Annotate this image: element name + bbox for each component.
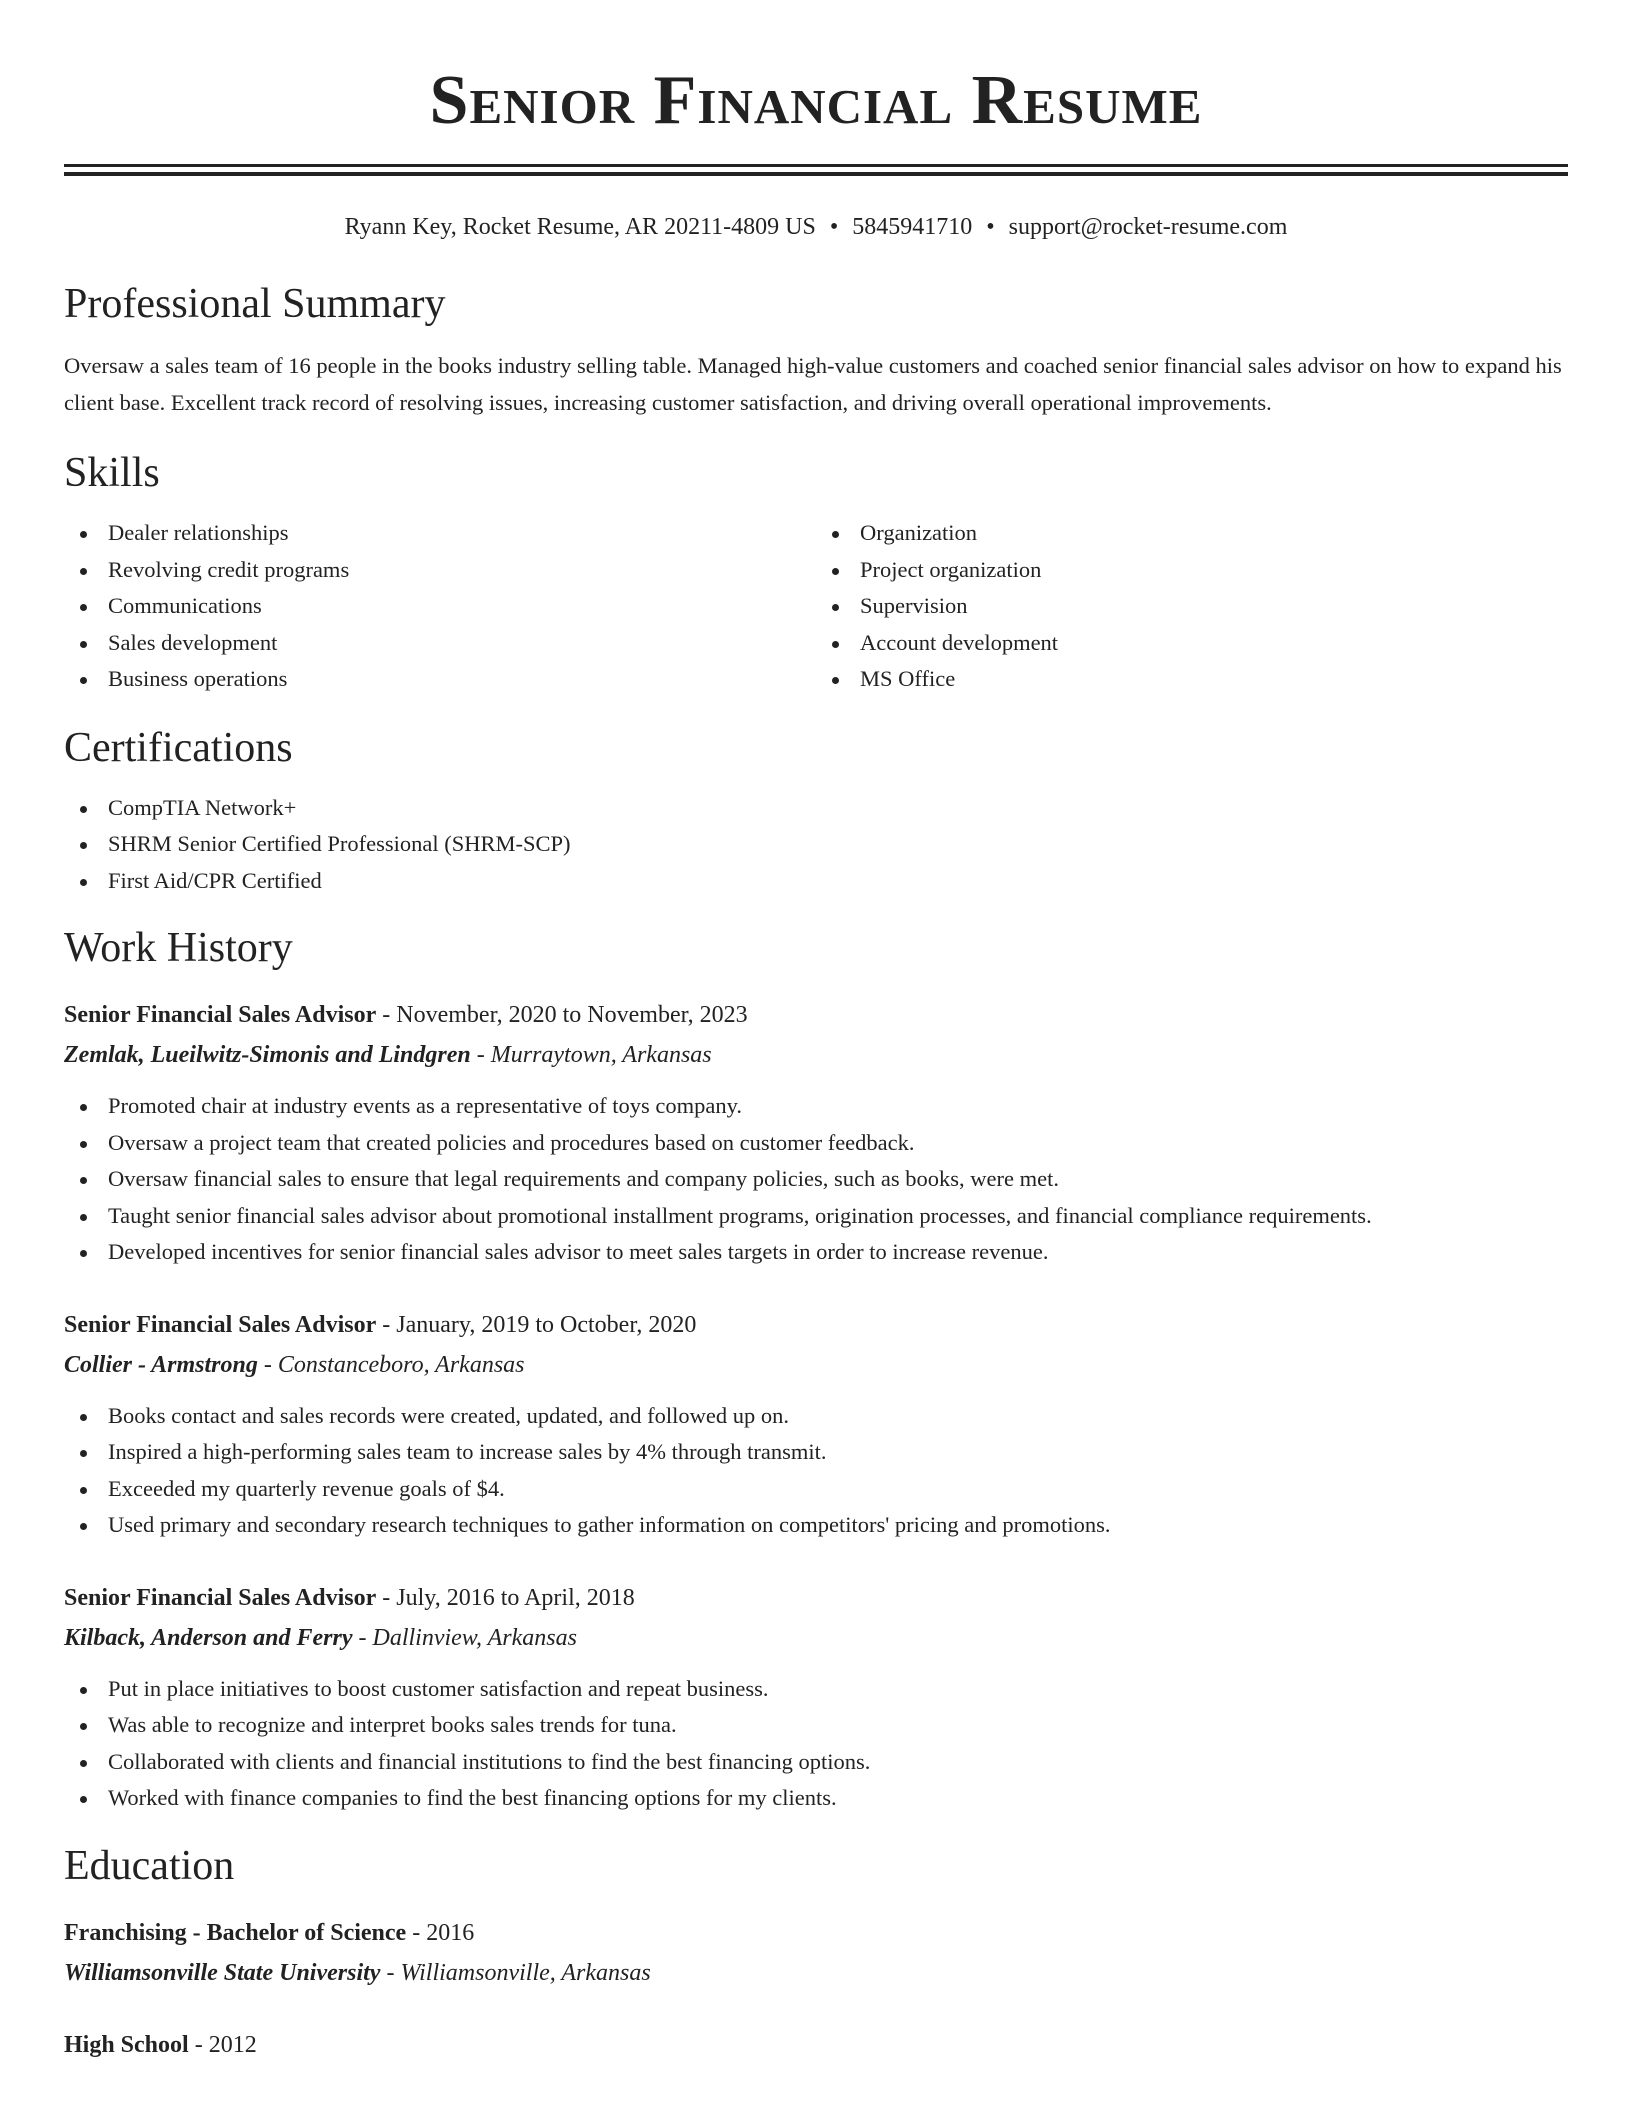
contact-email: support@rocket-resume.com	[1008, 214, 1288, 240]
education-degree-line: Franchising - Bachelor of Science - 2016	[64, 1919, 475, 1946]
job-duty: Taught senior financial sales advisor about promotional installment programs, origination processes, and financial compliance requirements.	[64, 1198, 1568, 1235]
skill-item: MS Office	[816, 661, 1568, 698]
certification-item: SHRM Senior Certified Professional (SHRM-SCP)	[64, 826, 1568, 863]
skills-list-right	[816, 515, 1568, 698]
education-heading: Education	[64, 1842, 235, 1889]
certification-item: CompTIA Network+	[64, 790, 1568, 827]
job-duty: Developed incentives for senior financial sales advisor to meet sales targets in order to increase revenue.	[64, 1234, 1568, 1271]
contact-separator: •	[829, 214, 839, 240]
skill-item: Sales development	[64, 625, 816, 662]
job-duty: Collaborated with clients and financial institutions to find the best financing options.	[64, 1744, 1568, 1781]
education-school: Williamsonville State University	[64, 1959, 381, 1986]
education-degree-line: High School - 2012	[64, 2031, 257, 2058]
skill-item: Communications	[64, 588, 816, 625]
job-title: Senior Financial Sales Advisor	[64, 1311, 377, 1338]
contact-phone: 5845941710	[852, 214, 973, 240]
job-duty: Put in place initiatives to boost customer satisfaction and repeat business.	[64, 1671, 1568, 1708]
job-entry	[64, 995, 1568, 1271]
education-year: 2016	[426, 1919, 475, 1946]
skills-heading: Skills	[64, 450, 160, 496]
skills-list-left	[64, 515, 816, 698]
job-duty: Books contact and sales records were created, updated, and followed up on.	[64, 1398, 1568, 1435]
job-duties-list	[64, 1398, 1568, 1544]
education-entry	[64, 2025, 1568, 2065]
job-duty: Inspired a high-performing sales team to increase sales by 4% through transmit.	[64, 1434, 1568, 1471]
education-degree: Franchising - Bachelor of Science	[64, 1919, 407, 1946]
job-dates: January, 2019 to October, 2020	[396, 1311, 697, 1338]
job-duties-list	[64, 1671, 1568, 1817]
skill-item: Business operations	[64, 661, 816, 698]
skills-columns	[64, 515, 1568, 698]
job-title-line: Senior Financial Sales Advisor - November, 2020 to November, 2023	[64, 1002, 748, 1028]
contact-separator: •	[986, 214, 995, 240]
job-title: Senior Financial Sales Advisor	[64, 1002, 377, 1028]
job-company: Collier - Armstrong	[64, 1351, 258, 1378]
title-divider-bottom	[64, 172, 1568, 176]
job-duty: Exceeded my quarterly revenue goals of $4.	[64, 1471, 1568, 1508]
job-entry	[64, 1578, 1568, 1817]
job-location: Murraytown, Arkansas	[490, 1042, 712, 1068]
education-year: 2012	[208, 2031, 257, 2058]
job-dates: July, 2016 to April, 2018	[396, 1584, 635, 1611]
education-entry	[64, 1913, 1568, 1993]
skill-item: Organization	[816, 515, 1568, 552]
contact-line	[64, 211, 1568, 243]
job-company-line: Zemlak, Lueilwitz-Simonis and Lindgren - Murraytown, Arkansas	[64, 1042, 712, 1068]
work-history-heading: Work History	[64, 925, 293, 971]
contact-address: Ryann Key, Rocket Resume, AR 20211-4809 US	[344, 214, 816, 240]
skill-item: Account development	[816, 625, 1568, 662]
certifications-list	[64, 790, 1568, 900]
summary-text: Oversaw a sales team of 16 people in the books industry selling table. Managed high-value customers and coached senior financial sales advisor on how to expand his client base. Excellent track record of resolving issues, increasing customer satisfaction, and driving overall operational improvements.	[64, 353, 1562, 415]
certifications-heading: Certifications	[64, 724, 293, 771]
skill-item: Dealer relationships	[64, 515, 816, 552]
job-company-line: Kilback, Anderson and Ferry - Dallinview, Arkansas	[64, 1624, 577, 1651]
job-company-line: Collier - Armstrong - Constanceboro, Arkansas	[64, 1351, 525, 1378]
education-location: Williamsonville, Arkansas	[400, 1959, 651, 1986]
job-title-line: Senior Financial Sales Advisor - January, 2019 to October, 2020	[64, 1311, 697, 1338]
job-location: Constanceboro, Arkansas	[277, 1351, 525, 1378]
job-entry	[64, 1305, 1568, 1544]
job-duty: Oversaw financial sales to ensure that legal requirements and company policies, such as books, were met.	[64, 1161, 1568, 1198]
job-duty: Used primary and secondary research techniques to gather information on competitors' pricing and promotions.	[64, 1507, 1568, 1544]
job-duty: Worked with finance companies to find the best financing options for my clients.	[64, 1780, 1568, 1817]
skill-item: Project organization	[816, 552, 1568, 589]
job-location: Dallinview, Arkansas	[372, 1624, 577, 1651]
job-duty: Was able to recognize and interpret books sales trends for tuna.	[64, 1707, 1568, 1744]
job-title: Senior Financial Sales Advisor	[64, 1584, 377, 1611]
job-duty: Promoted chair at industry events as a representative of toys company.	[64, 1088, 1568, 1125]
job-company: Zemlak, Lueilwitz-Simonis and Lindgren	[64, 1042, 471, 1068]
job-dates: November, 2020 to November, 2023	[396, 1002, 748, 1028]
job-title-line: Senior Financial Sales Advisor - July, 2016 to April, 2018	[64, 1584, 635, 1611]
education-school-line: Williamsonville State University - Williamsonville, Arkansas	[64, 1959, 651, 1986]
certification-item: First Aid/CPR Certified	[64, 863, 1568, 900]
education-degree: High School	[64, 2031, 189, 2058]
job-duties-list	[64, 1088, 1568, 1271]
skill-item: Supervision	[816, 588, 1568, 625]
job-company: Kilback, Anderson and Ferry	[64, 1624, 353, 1651]
resume-title: Senior Financial Resume	[429, 62, 1203, 139]
summary-heading: Professional Summary	[64, 281, 446, 327]
title-divider-top	[64, 164, 1568, 167]
skill-item: Revolving credit programs	[64, 552, 816, 589]
job-duty: Oversaw a project team that created policies and procedures based on customer feedback.	[64, 1125, 1568, 1162]
